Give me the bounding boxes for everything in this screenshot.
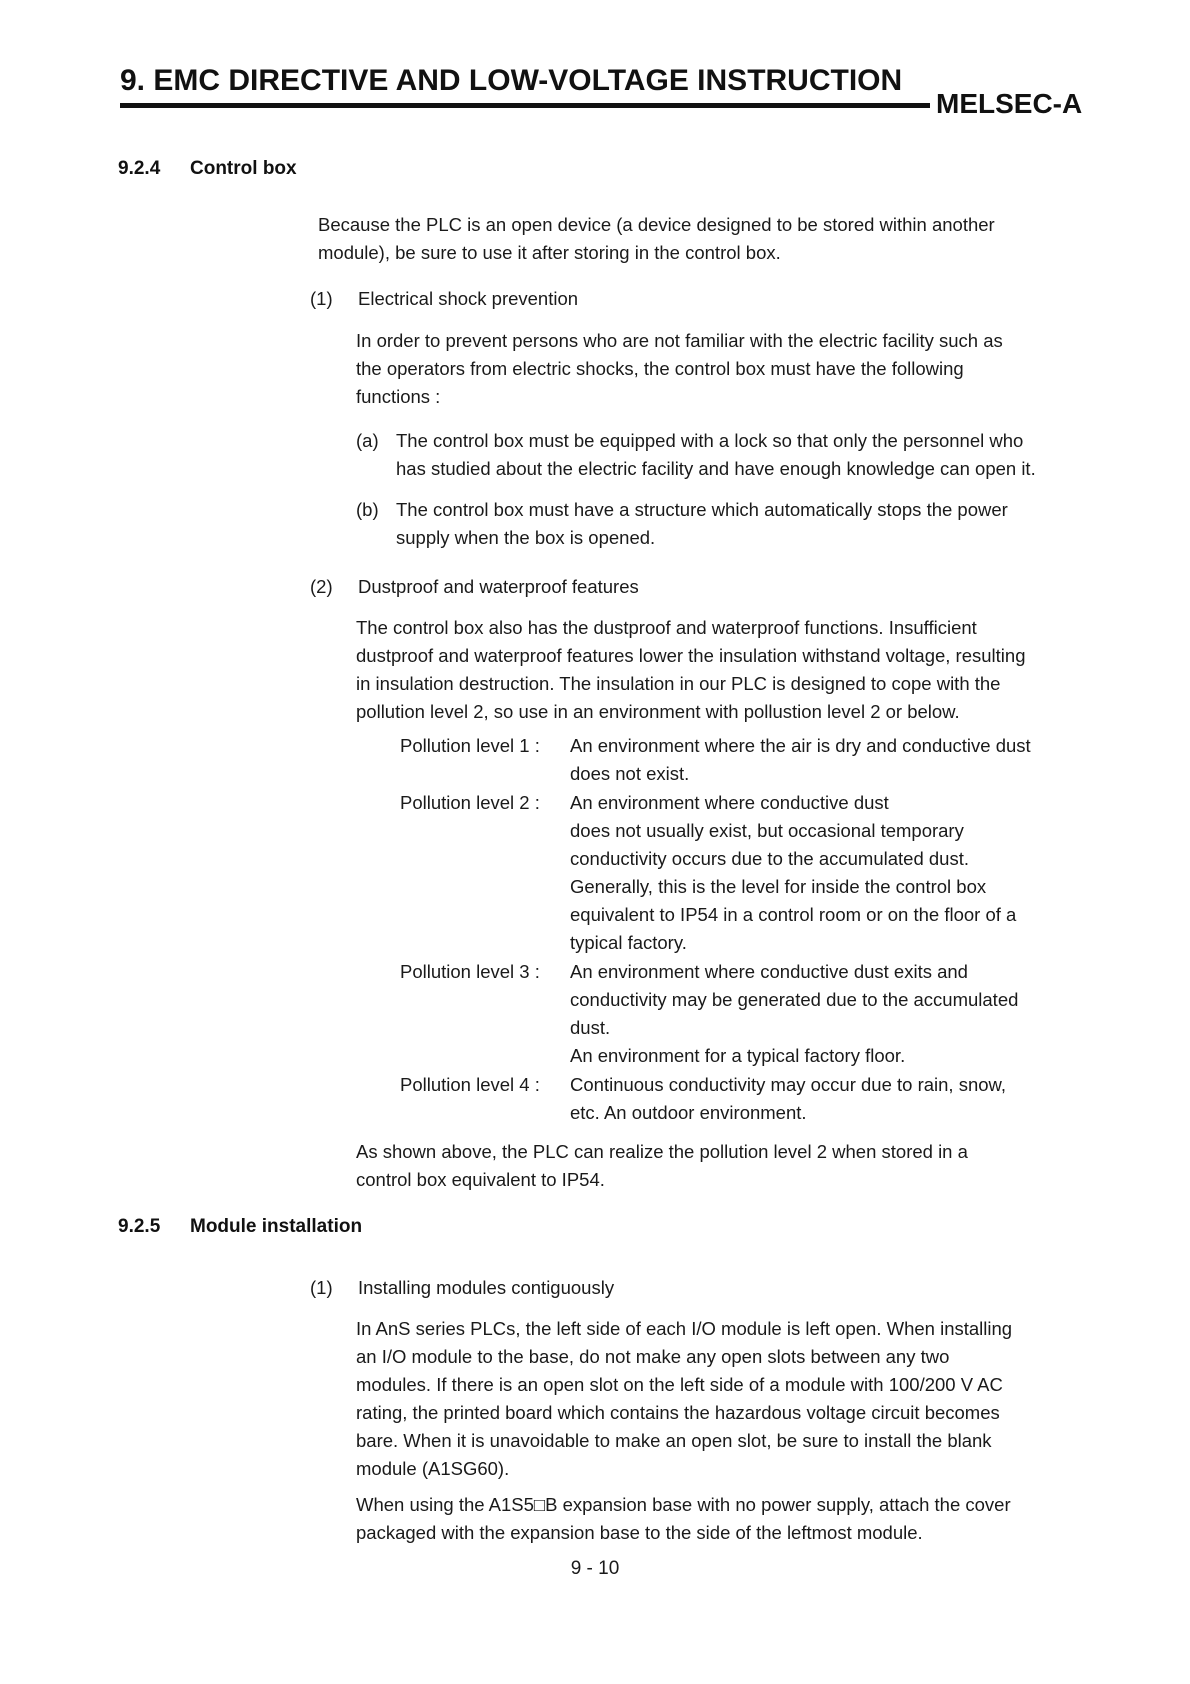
sub-item-marker: (b) [356, 499, 379, 520]
text-line: has studied about the electric facility and have enough knowledge can open it. [396, 458, 1036, 479]
pollution-level-label: Pollution level 4 : [400, 1074, 540, 1095]
section-heading-925 [118, 1216, 362, 1238]
intro-paragraph [318, 211, 1098, 267]
text-line: packaged with the expansion base to the side of the leftmost module. [356, 1522, 923, 1543]
section-number: 9.2.4 [118, 158, 161, 179]
text-line: The control box must be equipped with a lock so that only the personnel who [396, 430, 1024, 451]
text-line: Because the PLC is an open device (a device designed to be stored within another [318, 214, 995, 235]
item-marker: (1) [310, 1277, 333, 1298]
text-line: in insulation destruction. The insulation in our PLC is designed to cope with the [356, 673, 1001, 694]
section-title: Control box [190, 158, 297, 179]
header-rule [120, 103, 930, 108]
item-title: Installing modules contiguously [358, 1277, 615, 1298]
text-line: The control box also has the dustproof and waterproof functions. Insufficient [356, 617, 977, 638]
text-line: does not exist. [570, 763, 690, 784]
text-line: conductivity may be generated due to the accumulated [570, 989, 1019, 1010]
item-marker: (2) [310, 576, 333, 597]
installing-modules-paragraph-1 [356, 1315, 1146, 1483]
text-line: An environment where conductive dust exits and [570, 961, 968, 982]
sub-item-a [356, 427, 1066, 483]
text-line: module (A1SG60). [356, 1458, 510, 1479]
text-line: typical factory. [570, 932, 687, 953]
brand-label: MELSEC-A [936, 88, 1083, 119]
text-line: conductivity occurs due to the accumulated dust. [570, 848, 969, 869]
item-heading-dustproof [310, 573, 639, 601]
text-line: an I/O module to the base, do not make any open slots between any two [356, 1346, 950, 1367]
text-line: An environment where conductive dust [570, 792, 889, 813]
pollution-level-4 [400, 1071, 1080, 1127]
pollution-level-label: Pollution level 3 : [400, 961, 540, 982]
text-line: Continuous conductivity may occur due to rain, snow, [570, 1074, 1007, 1095]
text-line: functions : [356, 386, 441, 407]
page-title: 9. EMC DIRECTIVE AND LOW-VOLTAGE INSTRUCTION [120, 64, 903, 97]
text-line: In order to prevent persons who are not familiar with the electric facility such as [356, 330, 1003, 351]
text-line: Generally, this is the level for inside the control box [570, 876, 987, 897]
text-line: supply when the box is opened. [396, 527, 656, 548]
text-line: In AnS series PLCs, the left side of each I/O module is left open. When installing [356, 1318, 1013, 1339]
text-line: etc. An outdoor environment. [570, 1102, 807, 1123]
text-line: does not usually exist, but occasional temporary [570, 820, 964, 841]
item-title: Dustproof and waterproof features [358, 576, 639, 597]
text-line: equivalent to IP54 in a control room or on the floor of a [570, 904, 1017, 925]
section-title: Module installation [190, 1216, 363, 1237]
dustproof-paragraph [356, 614, 1146, 726]
text-line: As shown above, the PLC can realize the pollution level 2 when stored in a [356, 1141, 968, 1162]
pollution-level-3 [400, 958, 1080, 1070]
pollution-level-2 [400, 789, 1080, 957]
text-line: module), be sure to use it after storing in the control box. [318, 242, 781, 263]
installing-modules-paragraph-2 [356, 1491, 1146, 1547]
text-line: An environment where the air is dry and conductive dust [570, 735, 1031, 756]
item-title: Electrical shock prevention [358, 288, 579, 309]
electrical-shock-paragraph [356, 327, 1096, 411]
text-line: When using the A1S5□B expansion base with no power supply, attach the cover [356, 1494, 1011, 1515]
text-line: rating, the printed board which contains the hazardous voltage circuit becomes [356, 1402, 1000, 1423]
sub-item-marker: (a) [356, 430, 379, 451]
section-number: 9.2.5 [118, 1216, 161, 1237]
item-heading-installing-modules [310, 1274, 614, 1302]
text-line: modules. If there is an open slot on the left side of a module with 100/200 V AC [356, 1374, 1003, 1395]
pollution-level-label: Pollution level 2 : [400, 792, 540, 813]
pollution-level-1 [400, 732, 1080, 788]
sub-item-b [356, 496, 1066, 552]
text-line: An environment for a typical factory floor. [570, 1045, 906, 1066]
item-marker: (1) [310, 288, 333, 309]
pollution-conclusion-paragraph [356, 1138, 1096, 1194]
section-heading-924 [118, 158, 297, 180]
page-number: 9 - 10 [570, 1558, 620, 1579]
text-line: control box equivalent to IP54. [356, 1169, 605, 1190]
pollution-level-label: Pollution level 1 : [400, 735, 540, 756]
item-heading-electrical-shock [310, 285, 578, 313]
text-line: the operators from electric shocks, the control box must have the following [356, 358, 964, 379]
text-line: pollution level 2, so use in an environment with pollustion level 2 or below. [356, 701, 960, 722]
text-line: dust. [570, 1017, 611, 1038]
text-line: dustproof and waterproof features lower the insulation withstand voltage, resulting [356, 645, 1026, 666]
text-line: bare. When it is unavoidable to make an open slot, be sure to install the blank [356, 1430, 992, 1451]
text-line: The control box must have a structure which automatically stops the power [396, 499, 1008, 520]
